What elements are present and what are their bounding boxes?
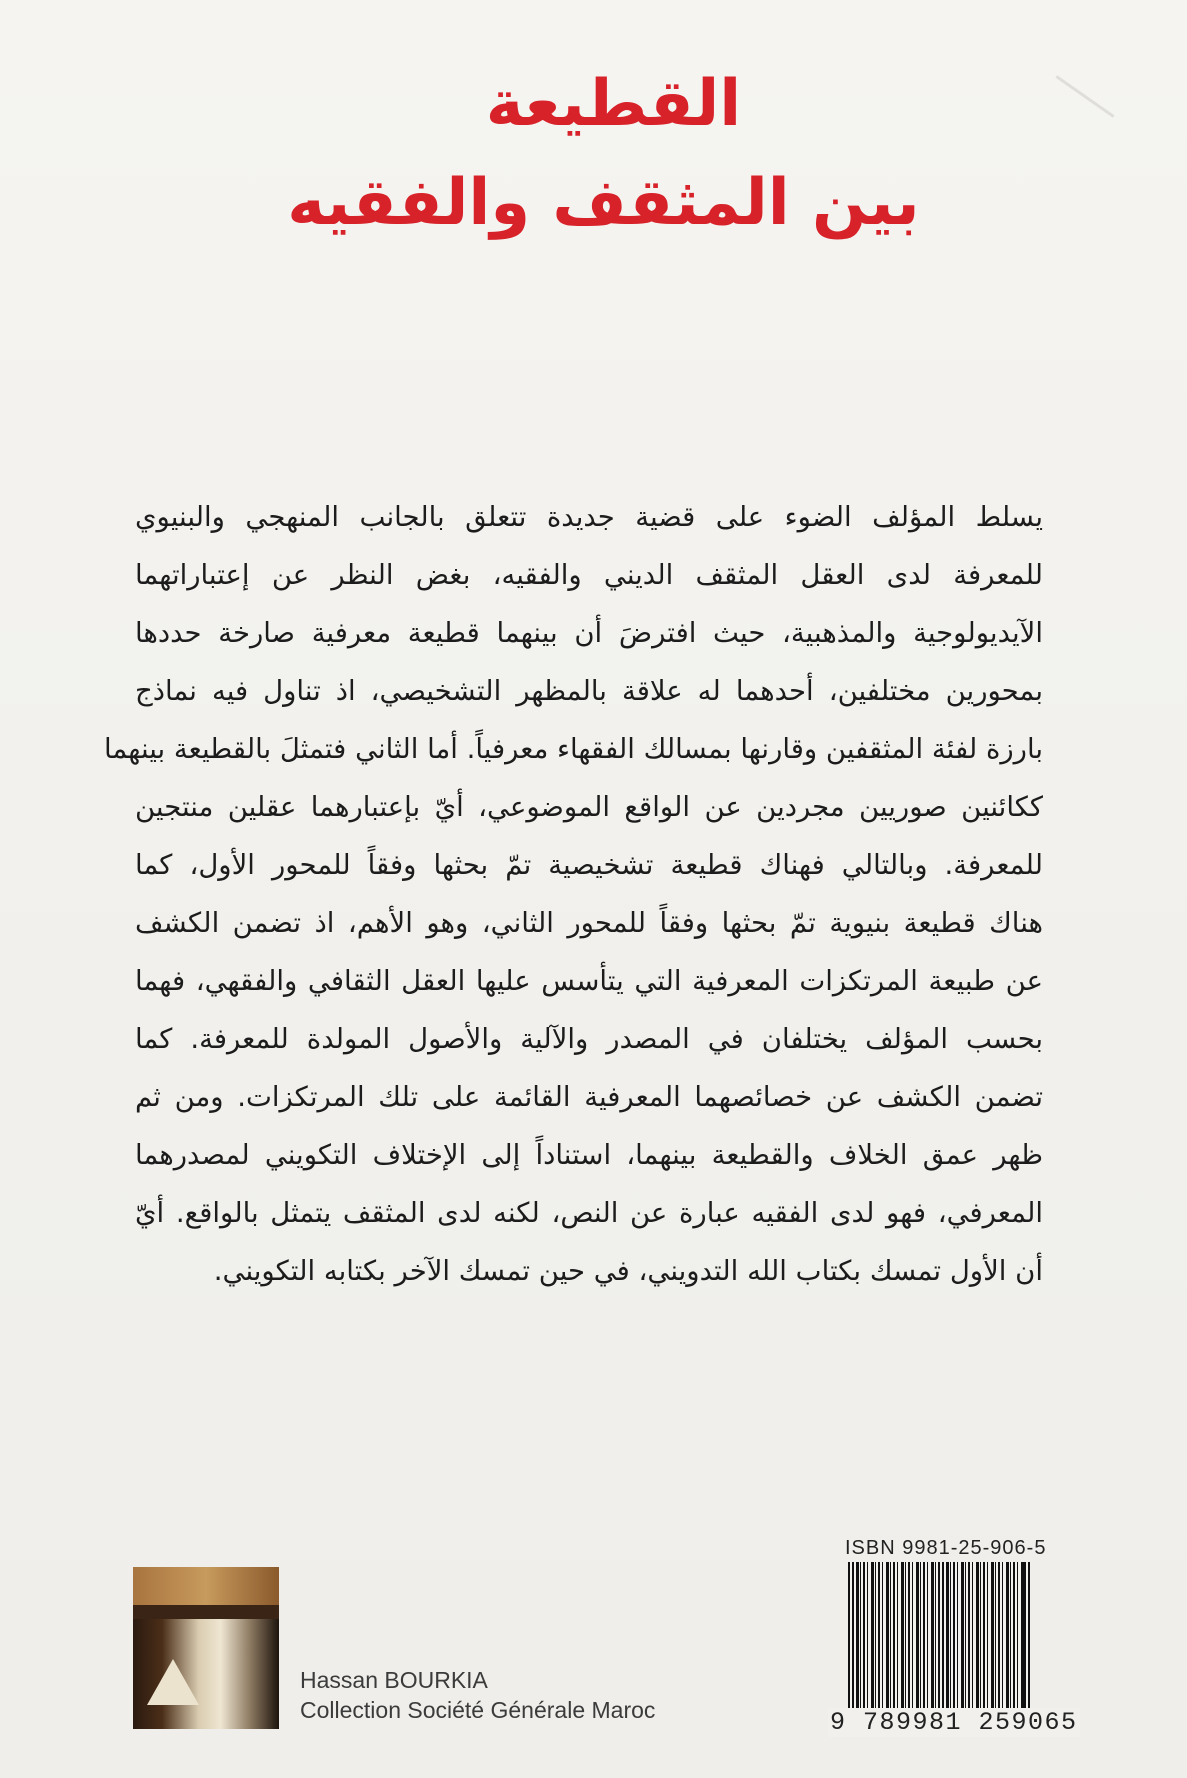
blurb-line: ظهر عمق الخلاف والقطيعة بينهما، استناداً إلى الإختلاف التكويني لمصدرهما	[135, 1139, 1043, 1171]
blurb-line: ككائنين صوريين مجردين عن الواقع الموضوعي، أيّ بإعتبارهما عقلين منتجين	[135, 791, 1043, 823]
book-title	[0, 55, 1187, 253]
blurb-line: بحسب المؤلف يختلفان في المصدر والآلية والأصول المولدة للمعرفة. كما	[135, 1023, 1043, 1055]
publisher-info	[300, 1665, 655, 1725]
blurb-line: بارزة لفئة المثقفين وقارنها بمسالك الفقهاء معرفياً. أما الثاني فتمثلَ بالقطيعة بينهما	[103, 733, 1043, 765]
blurb-line: هناك قطيعة بنيوية تمّ بحثها وفقاً للمحور الثاني، وهو الأهم، اذ تضمن الكشف	[135, 907, 1043, 939]
ean-number: 9 789981 259065	[830, 1708, 1078, 1737]
barcode-icon	[848, 1562, 1030, 1718]
collection-artwork-image	[133, 1567, 279, 1729]
blurb-line: المعرفي، فهو لدى الفقيه عبارة عن النص، لكنه لدى المثقف يتمثل بالواقع. أيّ	[135, 1197, 1043, 1229]
isbn-label: ISBN 9981-25-906-5	[845, 1537, 1047, 1559]
blurb-line: بمحورين مختلفين، أحدهما له علاقة بالمظهر التشخيصي، اذ تناول فيه نماذج	[135, 675, 1043, 707]
author-name: Hassan BOURKIA	[300, 1667, 488, 1693]
blurb-line: عن طبيعة المرتكزات المعرفية التي يتأسس عليها العقل الثقافي والفقهي، فهما	[135, 965, 1043, 997]
blurb-line: تضمن الكشف عن خصائصهما المعرفية القائمة على تلك المرتكزات. ومن ثم	[135, 1081, 1043, 1113]
title-line-2: بين المثقف والفقيه	[287, 166, 920, 240]
blurb-line: يسلط المؤلف الضوء على قضية جديدة تتعلق بالجانب المنهجي والبنيوي	[135, 501, 1043, 533]
blurb-line: للمعرفة لدى العقل المثقف الديني والفقيه، بغض النظر عن إعتباراتهما	[135, 559, 1043, 591]
blurb-line: الآيديولوجية والمذهبية، حيث افترضَ أن بينهما قطيعة معرفية صارخة حددها	[135, 617, 1043, 649]
collection-name: Collection Société Générale Maroc	[300, 1697, 656, 1723]
blurb-line: أن الأول تمسك بكتاب الله التدويني، في حين تمسك الآخر بكتابه التكويني.	[213, 1255, 1043, 1287]
blurb-text	[103, 488, 1043, 1300]
title-line-1: القطيعة	[485, 67, 742, 141]
blurb-line: للمعرفة. وبالتالي فهناك قطيعة تشخيصية تمّ بحثها وفقاً للمحور الأول، كما	[135, 849, 1043, 881]
